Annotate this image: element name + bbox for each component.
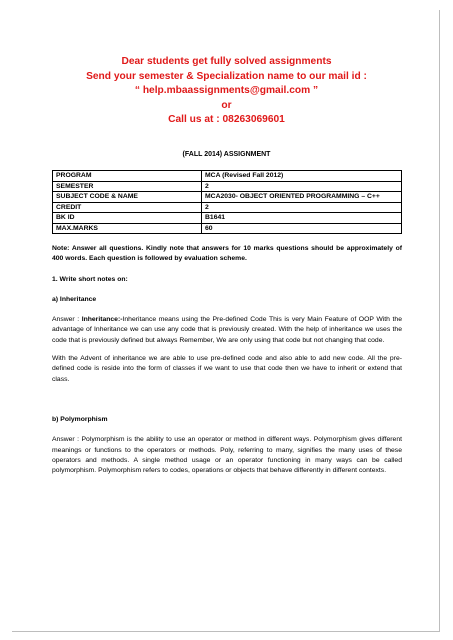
table-row bbox=[53, 223, 402, 234]
document-body bbox=[52, 244, 402, 476]
info-value: 60 bbox=[202, 223, 402, 234]
promo-phone[interactable]: Call us at : 08263069601 bbox=[168, 114, 285, 125]
inheritance-text: Inheritance means using the Pre-defined Code This is very Main Feature of OOP With the advantage of Inheritance we can use any code that is previously created. With the help of inheritance we uses the code that is previously defined but always Remember, We are only using that code but not changing that code. bbox=[52, 316, 402, 344]
subheading-polymorphism: b) Polymorphism bbox=[52, 415, 108, 423]
info-label: SUBJECT CODE & NAME bbox=[53, 192, 202, 203]
promo-or: or bbox=[221, 99, 232, 111]
inheritance-paragraph-2: With the Advent of inheritance we are able to use pre-defined code and also able to add new code. All the pre-defined code is reside into the form of classes if we want to use that code then we have to inherit or extend that class. bbox=[52, 355, 402, 383]
promo-email[interactable]: “ help.mbaassignments@gmail.com ” bbox=[134, 85, 319, 96]
info-value: B1641 bbox=[202, 213, 402, 224]
note-paragraph: Note: Answer all questions. Kindly note that answers for 10 marks questions should be approximately of 400 words. Each question is followed by evaluation scheme. bbox=[52, 245, 402, 263]
info-value: 2 bbox=[202, 181, 402, 192]
table-row bbox=[53, 192, 402, 203]
info-label: SEMESTER bbox=[53, 181, 202, 192]
info-value: MCA2030- OBJECT ORIENTED PROGRAMMING – C++ bbox=[202, 192, 402, 203]
info-value: 2 bbox=[202, 202, 402, 213]
polymorphism-paragraph: Answer : Polymorphism is the ability to use an operator or method in different ways. Polymorphism gives different meanings or functions to the operators or methods. Poly, referring to many, signifies the many uses of these operators and methods. A single method usage or an operator functioning in many ways can be called polymorphism. Polymorphism refers to codes, operations or objects that behave differently in different contexts. bbox=[52, 436, 402, 475]
subheading-inheritance: a) Inheritance bbox=[52, 295, 97, 303]
info-value: MCA (Revised Fall 2012) bbox=[202, 171, 402, 182]
info-label: BK ID bbox=[53, 213, 202, 224]
table-row bbox=[53, 213, 402, 224]
question-1-heading: 1. Write short notes on: bbox=[52, 275, 128, 283]
promo-banner bbox=[0, 55, 453, 128]
table-row bbox=[53, 181, 402, 192]
promo-line-1: Dear students get fully solved assignments bbox=[121, 56, 332, 67]
table-row bbox=[53, 171, 402, 182]
assignment-title: (FALL 2014) ASSIGNMENT bbox=[182, 151, 271, 158]
assignment-info-table bbox=[52, 170, 402, 234]
info-label: MAX.MARKS bbox=[53, 223, 202, 234]
info-label: CREDIT bbox=[53, 202, 202, 213]
answer-prefix: Answer : bbox=[52, 316, 82, 324]
inheritance-term: Inheritance:- bbox=[81, 316, 123, 324]
inheritance-paragraph-1 bbox=[52, 315, 402, 346]
promo-line-2: Send your semester & Specialization name to our mail id : bbox=[86, 70, 367, 82]
info-label: PROGRAM bbox=[53, 171, 202, 182]
table-row bbox=[53, 202, 402, 213]
